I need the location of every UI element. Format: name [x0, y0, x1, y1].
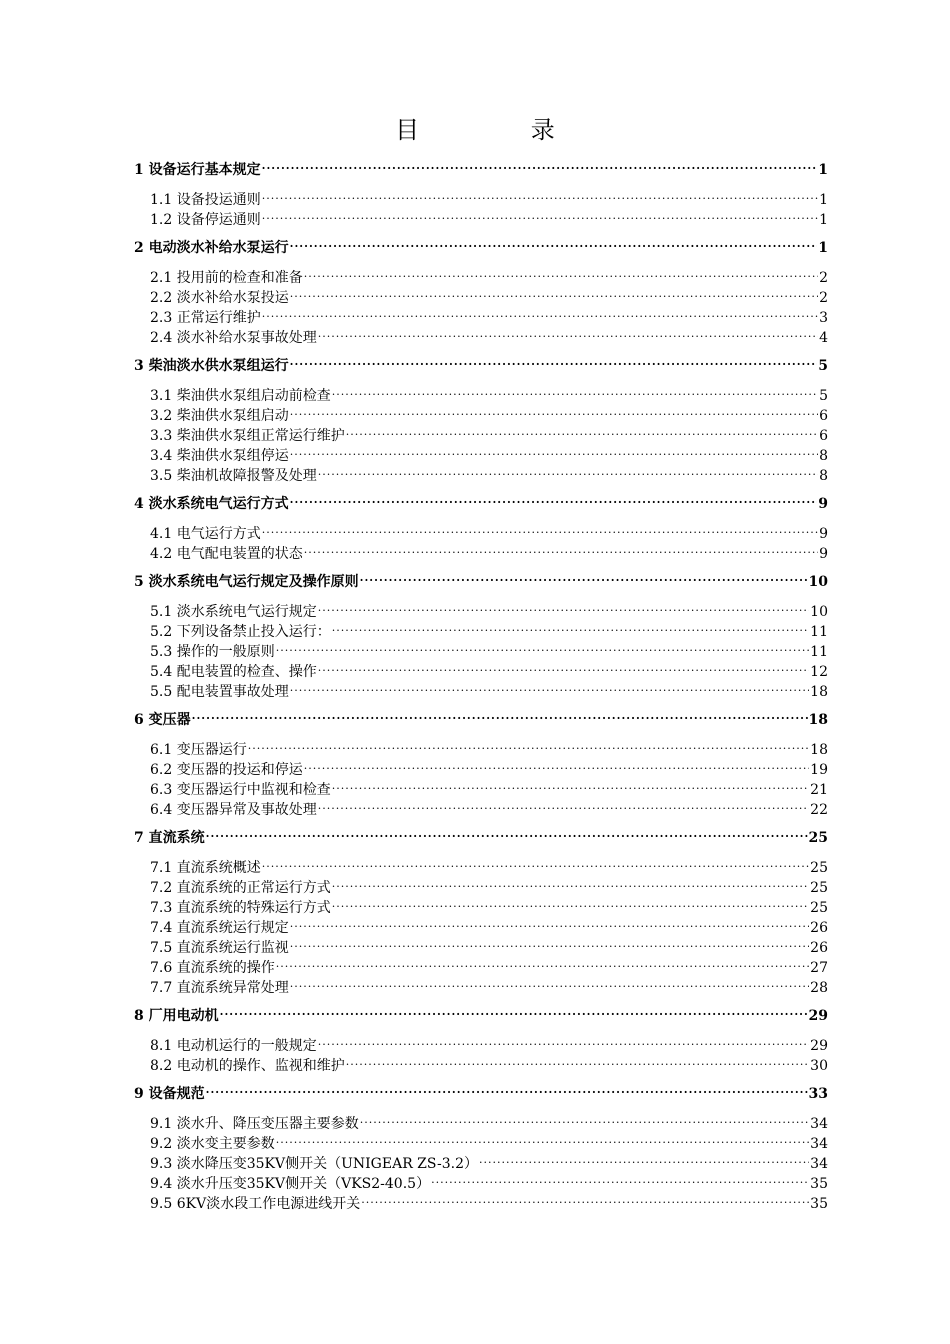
toc-leader-dots	[276, 636, 809, 656]
toc-page-number: 8	[819, 448, 828, 464]
toc-entry-number: 7.3	[150, 900, 173, 916]
toc-page-number: 6	[819, 428, 828, 444]
toc-page-number: 30	[810, 1058, 828, 1074]
toc-entry-label: 变压器运行中监视和检查	[176, 782, 331, 798]
toc-section	[134, 822, 828, 996]
toc-entry-label: 淡水变主要参数	[176, 1136, 275, 1152]
toc-entry-number: 3	[134, 358, 144, 374]
toc-section	[134, 704, 828, 818]
toc-leader-dots	[346, 1050, 809, 1070]
toc-leader-dots	[332, 616, 809, 636]
toc-entry-label: 直流系统的特殊运行方式	[176, 900, 331, 916]
toc-section-entry[interactable]	[134, 232, 828, 256]
toc-entry-text	[150, 1134, 275, 1154]
toc-page-number: 9	[819, 526, 828, 542]
toc-page-number: 9	[819, 546, 828, 562]
toc-page-number: 25	[810, 880, 828, 896]
toc-section-entry[interactable]	[134, 1000, 828, 1024]
toc-entry-number: 4	[134, 496, 144, 512]
toc-page-number: 10	[810, 604, 828, 620]
toc-subsection-entry[interactable]	[134, 380, 828, 404]
toc-leader-dots	[360, 1108, 809, 1128]
toc-entry-text	[150, 780, 331, 800]
toc-entry-number: 1.1	[150, 192, 173, 208]
toc-entry-label: 直流系统	[148, 830, 205, 846]
toc-entry-text	[134, 572, 359, 592]
toc-entry-label: 电动机的操作、监视和维护	[176, 1058, 345, 1074]
toc-leader-dots	[290, 488, 818, 508]
toc-section	[134, 488, 828, 562]
toc-page-number: 34	[810, 1136, 828, 1152]
toc-entry-number: 6.2	[150, 762, 173, 778]
toc-entry-label: 直流系统运行规定	[176, 920, 289, 936]
toc-leader-dots	[361, 1188, 809, 1208]
toc-entry-label: 变压器	[148, 712, 191, 728]
toc-section	[134, 566, 828, 700]
toc-entry-text	[134, 494, 289, 514]
toc-entry-number: 7.6	[150, 960, 173, 976]
toc-entry-number: 5.5	[150, 684, 173, 700]
toc-leader-dots	[304, 262, 818, 282]
toc-entry-number: 6	[134, 712, 144, 728]
toc-entry-label: 厂用电动机	[148, 1008, 219, 1024]
toc-entry-label: 柴油供水泵组启动	[176, 408, 289, 424]
toc-page-number: 19	[810, 762, 828, 778]
toc-entry-label: 直流系统的正常运行方式	[176, 880, 331, 896]
toc-entry-number: 3.5	[150, 468, 173, 484]
toc-subsection-entry[interactable]	[134, 1030, 828, 1054]
toc-entry-label: 设备停运通则	[176, 212, 261, 228]
toc-entry-text	[150, 190, 261, 210]
toc-entry-number: 1	[134, 162, 144, 178]
toc-leader-dots	[262, 518, 818, 538]
toc-page-number: 11	[810, 624, 828, 640]
toc-entry-number: 7.5	[150, 940, 173, 956]
toc-entry-text	[150, 1154, 478, 1174]
toc-entry-text	[150, 958, 275, 978]
toc-entry-label: 设备规范	[148, 1086, 205, 1102]
toc-leader-dots	[276, 1128, 809, 1148]
toc-entry-label: 淡水系统电气运行方式	[148, 496, 289, 512]
toc-leader-dots	[431, 1168, 809, 1188]
toc-page-number: 29	[808, 1008, 828, 1024]
toc-entry-number: 3.3	[150, 428, 173, 444]
toc-entry-text	[150, 466, 317, 486]
toc-entry-number: 6.1	[150, 742, 173, 758]
toc-leader-dots	[290, 282, 818, 302]
toc-leader-dots	[332, 892, 809, 912]
toc-page-number: 3	[819, 310, 828, 326]
toc-entry-text	[150, 406, 289, 426]
toc-page-number: 2	[819, 270, 828, 286]
toc-entry-number: 2.1	[150, 270, 173, 286]
toc-section-entry[interactable]	[134, 154, 828, 178]
toc-entry-text	[134, 160, 261, 180]
toc-entry-text	[150, 760, 303, 780]
toc-entry-text	[150, 602, 317, 622]
toc-entry-label: 淡水系统电气运行规定	[176, 604, 317, 620]
toc-entry-label: 6KV淡水段工作电源进线开关	[176, 1196, 361, 1212]
toc-entry-label: 电动机运行的一般规定	[176, 1038, 317, 1054]
toc-entry-text	[150, 938, 289, 958]
toc-entry-text	[134, 356, 289, 376]
toc-entry-text	[150, 308, 261, 328]
toc-entry-label: 设备运行基本规定	[148, 162, 261, 178]
toc-entry-label: 柴油淡水供水泵组运行	[148, 358, 289, 374]
toc-section	[134, 154, 828, 228]
toc-entry-number: 5.3	[150, 644, 173, 660]
toc-entry-text	[150, 978, 289, 998]
toc-entry-label: 配电装置的检查、操作	[176, 664, 317, 680]
toc-page-number: 25	[810, 860, 828, 876]
toc-entry-label: 电气配电装置的状态	[176, 546, 303, 562]
toc-leader-dots	[248, 734, 809, 754]
toc-leader-dots	[290, 350, 818, 370]
toc-entry-text	[134, 238, 289, 258]
toc-page-number: 9	[818, 496, 828, 512]
toc-page-number: 18	[810, 684, 828, 700]
toc-entry-label: 电动淡水补给水泵运行	[148, 240, 289, 256]
toc-section-entry[interactable]	[134, 1078, 828, 1102]
toc-leader-dots	[318, 1030, 809, 1050]
toc-leader-dots	[332, 872, 809, 892]
toc-entry-number: 6.3	[150, 782, 173, 798]
toc-page-number: 4	[819, 330, 828, 346]
toc-entry-label: 直流系统异常处理	[176, 980, 289, 996]
toc-entry-number: 9.1	[150, 1116, 173, 1132]
toc-entry-text	[150, 328, 317, 348]
toc-leader-dots	[262, 204, 818, 224]
toc-subsection-entry[interactable]	[134, 184, 828, 208]
toc-leader-dots	[262, 302, 818, 322]
toc-section	[134, 1000, 828, 1074]
toc-entry-label: 淡水升、降压变压器主要参数	[176, 1116, 359, 1132]
toc-leader-dots	[262, 852, 809, 872]
toc-entry-label: 变压器运行	[176, 742, 247, 758]
toc-leader-dots	[318, 596, 809, 616]
toc-entry-text	[150, 268, 303, 288]
toc-entry-label: 柴油供水泵组停运	[176, 448, 289, 464]
toc-entry-number: 5	[134, 574, 144, 590]
toc-entry-label: 电气运行方式	[176, 526, 261, 542]
toc-leader-dots	[318, 656, 809, 676]
toc-leader-dots	[262, 154, 818, 174]
toc-entry-number: 2.2	[150, 290, 173, 306]
toc-leader-dots	[192, 704, 808, 724]
toc-subsection-entry[interactable]	[134, 734, 828, 758]
toc-subsection-entry[interactable]	[134, 852, 828, 876]
toc-leader-dots	[332, 774, 809, 794]
toc-entry-number: 8.2	[150, 1058, 173, 1074]
toc-page-number: 5	[818, 358, 828, 374]
toc-leader-dots	[290, 232, 818, 252]
toc-page-number: 6	[819, 408, 828, 424]
toc-entry-label: 淡水降压变35KV侧开关（UNIGEAR ZS-3.2）	[176, 1156, 479, 1172]
toc-entry-number: 2.3	[150, 310, 173, 326]
toc-leader-dots	[220, 1000, 808, 1020]
toc-entry-text	[150, 682, 289, 702]
toc-entry-label: 淡水系统电气运行规定及操作原则	[148, 574, 359, 590]
toc-entry-number: 9	[134, 1086, 144, 1102]
toc-entry-text	[150, 918, 289, 938]
toc-page-number: 1	[818, 240, 828, 256]
toc-leader-dots	[346, 420, 818, 440]
toc-entry-label: 下列设备禁止投入运行：	[176, 624, 331, 640]
toc-entry-number: 5.4	[150, 664, 173, 680]
toc-entry-text	[150, 1194, 360, 1214]
toc-leader-dots	[290, 440, 818, 460]
toc-leader-dots	[304, 538, 818, 558]
toc-page-number: 25	[810, 900, 828, 916]
toc-page-number: 27	[810, 960, 828, 976]
toc-leader-dots	[276, 952, 809, 972]
toc-page-number: 34	[810, 1156, 828, 1172]
table-of-contents	[134, 154, 828, 1216]
toc-entry-number: 7	[134, 830, 144, 846]
toc-leader-dots	[206, 822, 808, 842]
toc-page-number: 5	[819, 388, 828, 404]
toc-page-number: 28	[810, 980, 828, 996]
toc-entry-text	[134, 828, 205, 848]
toc-page-number: 29	[810, 1038, 828, 1054]
toc-section-entry[interactable]	[134, 822, 828, 846]
toc-entry-text	[150, 800, 317, 820]
toc-entry-text	[150, 1056, 345, 1076]
toc-entry-number: 6.4	[150, 802, 173, 818]
toc-section-entry[interactable]	[134, 488, 828, 512]
toc-section-entry[interactable]	[134, 704, 828, 728]
toc-leader-dots	[290, 400, 818, 420]
toc-section-entry[interactable]	[134, 566, 828, 590]
toc-subsection-entry[interactable]	[134, 1108, 828, 1132]
toc-page-number: 12	[810, 664, 828, 680]
toc-section	[134, 232, 828, 346]
toc-subsection-entry[interactable]	[134, 262, 828, 286]
toc-section	[134, 1078, 828, 1212]
toc-title: 目 录	[395, 116, 607, 144]
toc-leader-dots	[318, 460, 818, 480]
toc-entry-label: 直流系统的操作	[176, 960, 275, 976]
toc-entry-number: 5.2	[150, 624, 173, 640]
toc-page-number: 1	[818, 162, 828, 178]
toc-entry-number: 3.4	[150, 448, 173, 464]
toc-page-number: 21	[810, 782, 828, 798]
toc-leader-dots	[304, 754, 809, 774]
toc-entry-label: 柴油机故障报警及处理	[176, 468, 317, 484]
toc-entry-number: 7.7	[150, 980, 173, 996]
toc-page-number: 18	[808, 712, 828, 728]
toc-entry-text	[150, 210, 261, 230]
toc-entry-text	[150, 544, 303, 564]
toc-leader-dots	[206, 1078, 808, 1098]
toc-page-number: 8	[819, 468, 828, 484]
toc-page-number: 26	[810, 940, 828, 956]
toc-entry-text	[150, 446, 289, 466]
toc-entry-label: 配电装置事故处理	[176, 684, 289, 700]
toc-entry-number: 2	[134, 240, 144, 256]
toc-page-number: 1	[819, 212, 828, 228]
toc-entry-label: 直流系统运行监视	[176, 940, 289, 956]
toc-section-entry[interactable]	[134, 350, 828, 374]
toc-entry-label: 淡水补给水泵事故处理	[176, 330, 317, 346]
toc-leader-dots	[479, 1148, 809, 1168]
toc-entry-label: 柴油供水泵组正常运行维护	[176, 428, 345, 444]
toc-page-number: 35	[810, 1176, 828, 1192]
toc-page-number: 11	[810, 644, 828, 660]
toc-entry-number: 9.3	[150, 1156, 173, 1172]
toc-entry-number: 1.2	[150, 212, 173, 228]
toc-entry-text	[150, 878, 331, 898]
toc-leader-dots	[290, 932, 809, 952]
toc-page-number: 25	[808, 830, 828, 846]
toc-entry-number: 9.5	[150, 1196, 173, 1212]
toc-page-number: 2	[819, 290, 828, 306]
toc-entry-text	[134, 1006, 219, 1026]
toc-entry-number: 4.2	[150, 546, 173, 562]
toc-entry-label: 变压器异常及事故处理	[176, 802, 317, 818]
toc-entry-label: 正常运行维护	[176, 310, 261, 326]
toc-entry-label: 设备投运通则	[176, 192, 261, 208]
toc-entry-number: 7.4	[150, 920, 173, 936]
toc-leader-dots	[318, 794, 809, 814]
toc-entry-text	[150, 740, 247, 760]
toc-page-number: 18	[810, 742, 828, 758]
toc-entry-text	[150, 524, 261, 544]
toc-entry-number: 7.2	[150, 880, 173, 896]
toc-entry-text	[150, 642, 275, 662]
toc-entry-label: 淡水补给水泵投运	[176, 290, 289, 306]
toc-leader-dots	[318, 322, 818, 342]
toc-entry-label: 变压器的投运和停运	[176, 762, 303, 778]
toc-entry-text	[134, 710, 191, 730]
toc-leader-dots	[360, 566, 808, 586]
toc-entry-number: 9.4	[150, 1176, 173, 1192]
toc-entry-number: 8.1	[150, 1038, 173, 1054]
toc-entry-label: 淡水升压变35KV侧开关（VKS2-40.5）	[176, 1176, 431, 1192]
toc-page-number: 22	[810, 802, 828, 818]
toc-leader-dots	[262, 184, 818, 204]
toc-subsection-entry[interactable]	[134, 596, 828, 620]
toc-entry-number: 3.1	[150, 388, 173, 404]
toc-subsection-entry[interactable]	[134, 518, 828, 542]
toc-leader-dots	[290, 676, 809, 696]
toc-entry-label: 直流系统概述	[176, 860, 261, 876]
toc-entry-label: 操作的一般原则	[176, 644, 275, 660]
toc-entry-text	[134, 1084, 205, 1104]
toc-entry-number: 8	[134, 1008, 144, 1024]
toc-page-number: 35	[810, 1196, 828, 1212]
toc-entry-label: 投用前的检查和准备	[176, 270, 303, 286]
toc-entry-number: 4.1	[150, 526, 173, 542]
toc-section	[134, 350, 828, 484]
toc-entry-number: 3.2	[150, 408, 173, 424]
toc-page-number: 34	[810, 1116, 828, 1132]
toc-entry-label: 柴油供水泵组启动前检查	[176, 388, 331, 404]
toc-page-number: 10	[808, 574, 828, 590]
toc-entry-number: 5.1	[150, 604, 173, 620]
toc-leader-dots	[332, 380, 818, 400]
toc-page-number: 33	[808, 1086, 828, 1102]
toc-leader-dots	[290, 972, 809, 992]
toc-page-number: 26	[810, 920, 828, 936]
toc-entry-text	[150, 858, 261, 878]
toc-page-number: 1	[819, 192, 828, 208]
toc-entry-number: 9.2	[150, 1136, 173, 1152]
toc-entry-number: 2.4	[150, 330, 173, 346]
toc-leader-dots	[290, 912, 809, 932]
toc-entry-text	[150, 1036, 317, 1056]
toc-entry-number: 7.1	[150, 860, 173, 876]
